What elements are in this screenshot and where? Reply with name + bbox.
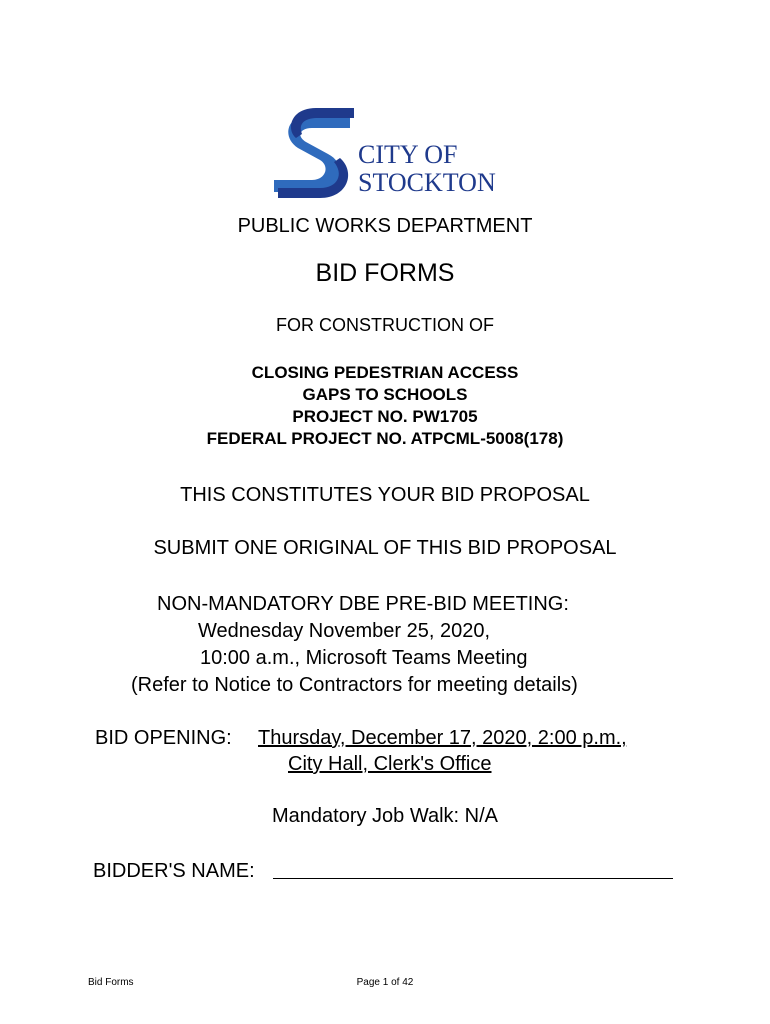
constitutes-statement: THIS CONSTITUTES YOUR BID PROPOSAL [180, 484, 590, 506]
logo-stockton: STOCKTON [358, 168, 496, 197]
meeting-date: Wednesday November 25, 2020, [198, 620, 491, 642]
meeting-time: 10:00 a.m., Microsoft Teams Meeting [200, 647, 528, 669]
project-block [0, 362, 770, 450]
logo-city-of: CITY OF [358, 140, 458, 169]
city-of-stockton-logo [268, 108, 518, 198]
bid-opening-when: Thursday, December 17, 2020, 2:00 p.m., [258, 727, 627, 749]
stockton-s-emblem-icon [268, 108, 358, 198]
footer-doc-name: Bid Forms [88, 977, 134, 988]
bidders-name-field[interactable] [273, 878, 673, 879]
project-number: PROJECT NO. PW1705 [292, 407, 478, 426]
bid-opening-where: City Hall, Clerk's Office [288, 753, 492, 775]
project-name-line1: CLOSING PEDESTRIAN ACCESS [251, 363, 519, 382]
meeting-note: (Refer to Notice to Contractors for meeting details) [131, 674, 578, 696]
meeting-heading: NON-MANDATORY DBE PRE-BID MEETING: [157, 593, 569, 615]
job-walk-notice: Mandatory Job Walk: N/A [271, 805, 498, 827]
bidders-name-label: BIDDER'S NAME: [93, 860, 255, 882]
for-construction-of: FOR CONSTRUCTION OF [276, 315, 494, 335]
footer-page-number: Page 1 of 42 [356, 977, 414, 988]
document-title: BID FORMS [315, 259, 455, 287]
federal-project-number: FEDERAL PROJECT NO. ATPCML-5008(178) [206, 429, 564, 448]
bid-opening-label: BID OPENING: [95, 727, 232, 749]
department-heading: PUBLIC WORKS DEPARTMENT [237, 215, 533, 237]
project-name-line2: GAPS TO SCHOOLS [302, 385, 468, 404]
submit-instruction: SUBMIT ONE ORIGINAL OF THIS BID PROPOSAL [153, 537, 617, 559]
